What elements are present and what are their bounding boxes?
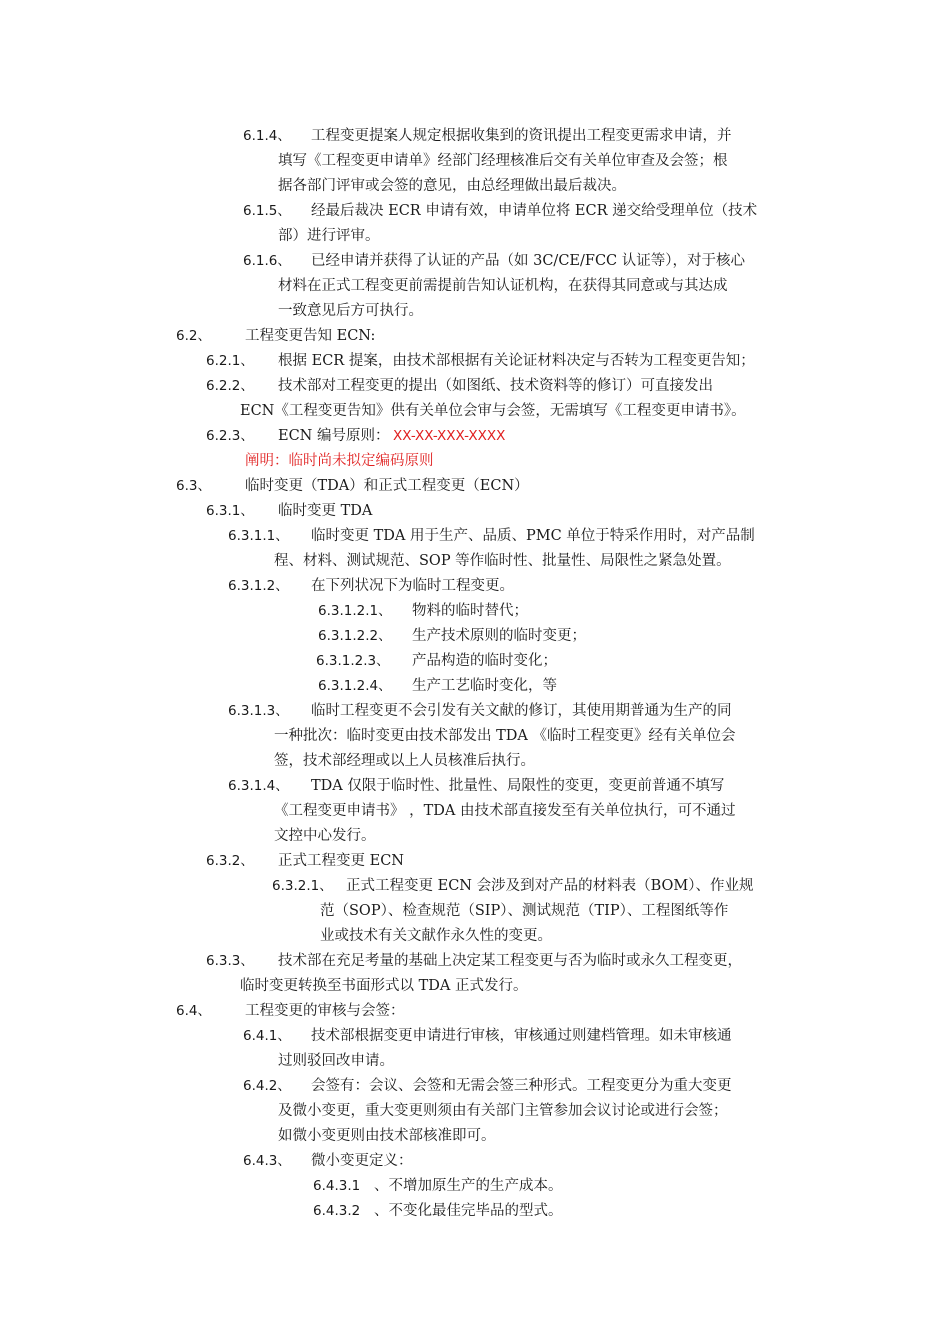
- clause-number: 6.3.1、: [206, 503, 254, 519]
- clause-text-line: 部）进行评审。: [278, 228, 380, 244]
- list-item: 生产工艺临时变化，等: [412, 678, 557, 694]
- list-item-number: 6.4.3.1: [313, 1178, 361, 1194]
- explanation-note: 阐明：临时尚未拟定编码原则: [245, 453, 434, 469]
- list-item-number: 6.3.1.2.2、: [318, 628, 392, 644]
- section-number: 6.4、: [176, 1003, 211, 1019]
- code-format: XX-XX-XXX-XXXX: [393, 428, 506, 444]
- clause-number: 6.1.6、: [243, 253, 291, 269]
- clause-number: 6.2.1、: [206, 353, 254, 369]
- clause-number: 6.3.1.3、: [228, 703, 289, 719]
- list-item-number: 6.3.1.2.1、: [318, 603, 392, 619]
- clause-number: 6.2.3、: [206, 428, 254, 444]
- clause-text-line: ECN《工程变更告知》供有关单位会审与会签，无需填写《工程变更申请书》。: [240, 403, 746, 419]
- clause-text-line: 《工程变更申请书》 ，TDA 由技术部直接发至有关单位执行，可不通过: [274, 803, 736, 819]
- section-heading: 工程变更的审核与会签：: [245, 1003, 405, 1019]
- clause-number: 6.1.5、: [243, 203, 291, 219]
- clause-text-line: 签，技术部经理或以上人员核准后执行。: [274, 753, 535, 769]
- list-item-number: 6.4.3.2: [313, 1203, 361, 1219]
- clause-text-line: 微小变更定义：: [311, 1153, 413, 1169]
- clause-text-line: 工程变更提案人规定根据收集到的资讯提出工程变更需求申请，并: [311, 128, 732, 144]
- clause-text-line: 据各部门评审或会签的意见，由总经理做出最后裁决。: [278, 178, 626, 194]
- clause-text-line: 一种批次：临时变更由技术部发出 TDA 《临时工程变更》经有关单位会: [274, 728, 736, 744]
- clause-text-line: 技术部根据变更申请进行审核，审核通过则建档管理。如未审核通: [311, 1028, 732, 1044]
- clause-text-line: 正式工程变更 ECN 会涉及到对产品的材料表（BOM）、作业规: [346, 878, 754, 894]
- code-rule-label: ECN 编号原则：: [278, 428, 390, 444]
- clause-text-line: 临时变更 TDA 用于生产、品质、PMC 单位于特采作用时，对产品制: [311, 528, 755, 544]
- clause-text-line: 已经申请并获得了认证的产品（如 3C/CE/FCC 认证等），对于核心: [311, 253, 745, 269]
- list-item: 物料的临时替代；: [412, 603, 528, 619]
- clause-text-line: 临时变更转换至书面形式以 TDA 正式发行。: [240, 978, 528, 994]
- clause-number: 6.4.3、: [243, 1153, 291, 1169]
- clause-text-line: 及微小变更，重大变更则须由有关部门主管参加会议讨论或进行会签；: [278, 1103, 728, 1119]
- clause-text-line: 业或技术有关文献作永久性的变更。: [320, 928, 552, 944]
- clause-number: 6.4.2、: [243, 1078, 291, 1094]
- subsection-heading: 正式工程变更 ECN: [278, 853, 404, 869]
- clause-text-line: 过则驳回改申请。: [278, 1053, 394, 1069]
- clause-text-line: 技术部对工程变更的提出（如图纸、技术资料等的修订）可直接发出: [278, 378, 713, 394]
- section-heading: 工程变更告知 ECN:: [245, 328, 376, 344]
- clause-number: 6.3.3、: [206, 953, 254, 969]
- list-item: 生产技术原则的临时变更；: [412, 628, 586, 644]
- section-number: 6.3、: [176, 478, 211, 494]
- clause-text-line: 根据 ECR 提案，由技术部根据有关论证材料决定与否转为工程变更告知；: [278, 353, 755, 369]
- clause-text-line: 临时工程变更不会引发有关文献的修订，其使用期普通为生产的同: [311, 703, 732, 719]
- clause-text-line: 程、材料、测试规范、SOP 等作临时性、批量性、局限性之紧急处置。: [274, 553, 731, 569]
- clause-text-line: 经最后裁决 ECR 申请有效，申请单位将 ECR 递交给受理单位（技术: [311, 203, 758, 219]
- clause-text-line: 文控中心发行。: [274, 828, 376, 844]
- clause-number: 6.4.1、: [243, 1028, 291, 1044]
- clause-text-line: 一致意见后方可执行。: [278, 303, 423, 319]
- clause-number: 6.3.1.4、: [228, 778, 289, 794]
- clause-text-line: 如微小变更则由技术部核准即可。: [278, 1128, 496, 1144]
- clause-text-line: 填写《工程变更申请单》经部门经理核准后交有关单位审查及会签；根: [278, 153, 728, 169]
- clause-number: 6.1.4、: [243, 128, 291, 144]
- clause-text-line: 会签有：会议、会签和无需会签三种形式。工程变更分为重大变更: [311, 1078, 732, 1094]
- list-item: 、不增加原生产的生产成本。: [374, 1178, 563, 1194]
- list-item: 、不变化最佳完毕品的型式。: [374, 1203, 563, 1219]
- list-item-number: 6.3.1.2.4、: [318, 678, 392, 694]
- subsection-heading: 临时变更 TDA: [278, 503, 373, 519]
- list-item: 产品构造的临时变化；: [412, 653, 557, 669]
- section-number: 6.2、: [176, 328, 211, 344]
- clause-number: 6.3.1.2、: [228, 578, 289, 594]
- clause-text-line: 在下列状况下为临时工程变更。: [311, 578, 514, 594]
- clause-number: 6.3.2、: [206, 853, 254, 869]
- clause-text-line: 技术部在充足考量的基础上决定某工程变更与否为临时或永久工程变更，: [278, 953, 742, 969]
- clause-number: 6.2.2、: [206, 378, 254, 394]
- clause-number: 6.3.2.1、: [272, 878, 333, 894]
- clause-number: 6.3.1.1、: [228, 528, 289, 544]
- list-item-number: 6.3.1.2.3、: [316, 653, 390, 669]
- clause-text-line: 材料在正式工程变更前需提前告知认证机构，在获得其同意或与其达成: [278, 278, 728, 294]
- clause-text-line: TDA 仅限于临时性、批量性、局限性的变更，变更前普通不填写: [311, 778, 725, 794]
- section-heading: 临时变更（TDA）和正式工程变更（ECN）: [245, 478, 529, 494]
- clause-text-line: 范（SOP）、检查规范（SIP）、测试规范（TIP）、工程图纸等作: [320, 903, 729, 919]
